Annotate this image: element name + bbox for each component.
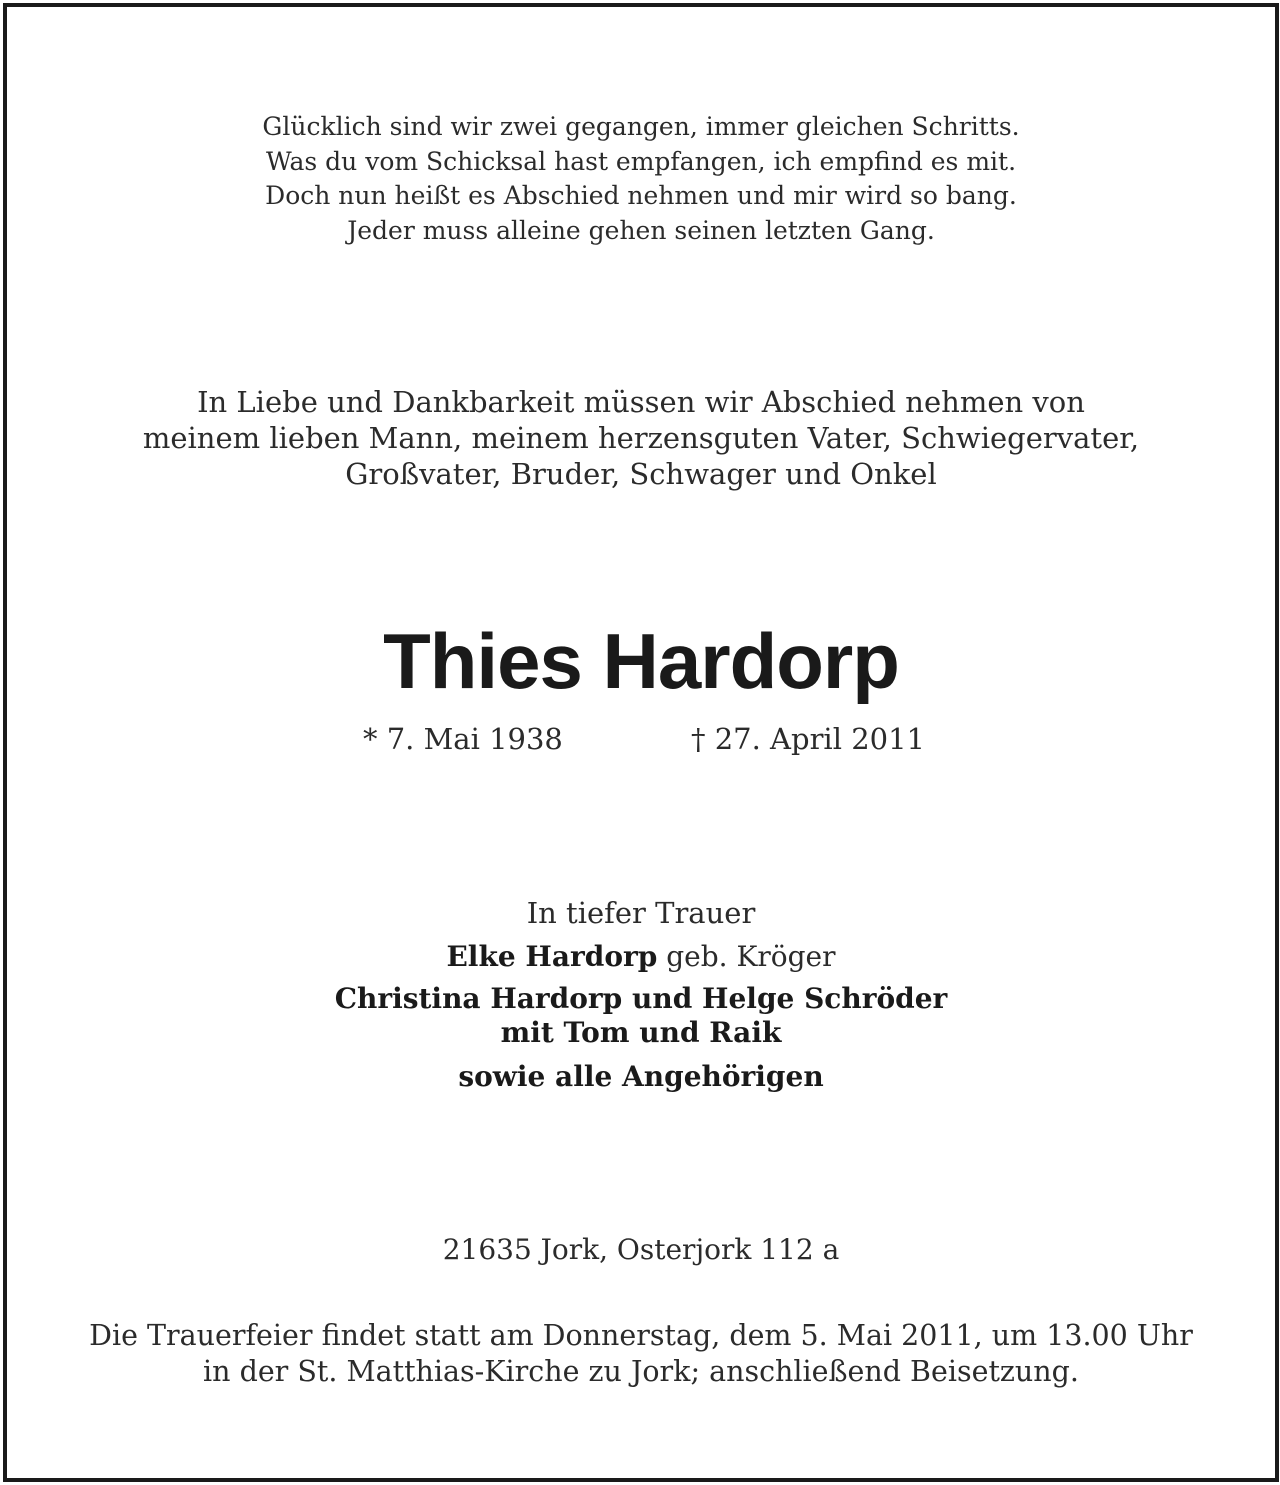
- death-date: † 27. April 2011: [691, 722, 925, 756]
- service-line: in der St. Matthias-Kirche zu Jork; anschließend Beisetzung.: [203, 1355, 1079, 1388]
- intro-text: [7, 384, 1275, 492]
- children-block: [7, 982, 1275, 1050]
- relatives-line: sowie alle Angehörigen: [458, 1060, 824, 1093]
- spouse-name: Elke Hardorp: [446, 940, 658, 973]
- address: 21635 Jork, Osterjork 112 a: [442, 1233, 840, 1266]
- mourning-heading: In tiefer Trauer: [526, 896, 756, 930]
- children-line: Christina Hardorp und Helge Schröder: [334, 982, 948, 1015]
- poem-line: Was du vom Schicksal hast empfangen, ich empfind es mit.: [265, 146, 1017, 176]
- intro-line: Großvater, Bruder, Schwager und Onkel: [345, 457, 937, 491]
- service-line: Die Trauerfeier findet statt am Donnerstag, dem 5. Mai 2011, um 13.00 Uhr: [89, 1319, 1193, 1352]
- birth-date: * 7. Mai 1938: [363, 722, 563, 756]
- intro-line: meinem lieben Mann, meinem herzensguten Vater, Schwiegervater,: [142, 421, 1140, 455]
- poem-line: Jeder muss alleine gehen seinen letzten Gang.: [347, 215, 935, 245]
- service-info: [7, 1318, 1275, 1390]
- poem-line: Glücklich sind wir zwei gegangen, immer gleichen Schritts.: [262, 112, 1020, 141]
- spouse-line: [7, 939, 1275, 975]
- spouse-maiden-name: geb. Kröger: [657, 940, 836, 973]
- deceased-name: Thies Hardorp: [383, 617, 899, 705]
- poem-line: Doch nun heißt es Abschied nehmen und mir wird so bang.: [265, 181, 1017, 210]
- grandchildren-line: mit Tom und Raik: [500, 1016, 782, 1049]
- obituary-notice: [3, 3, 1279, 1482]
- intro-line: In Liebe und Dankbarkeit müssen wir Abschied nehmen von: [197, 385, 1085, 419]
- poem: [7, 110, 1275, 248]
